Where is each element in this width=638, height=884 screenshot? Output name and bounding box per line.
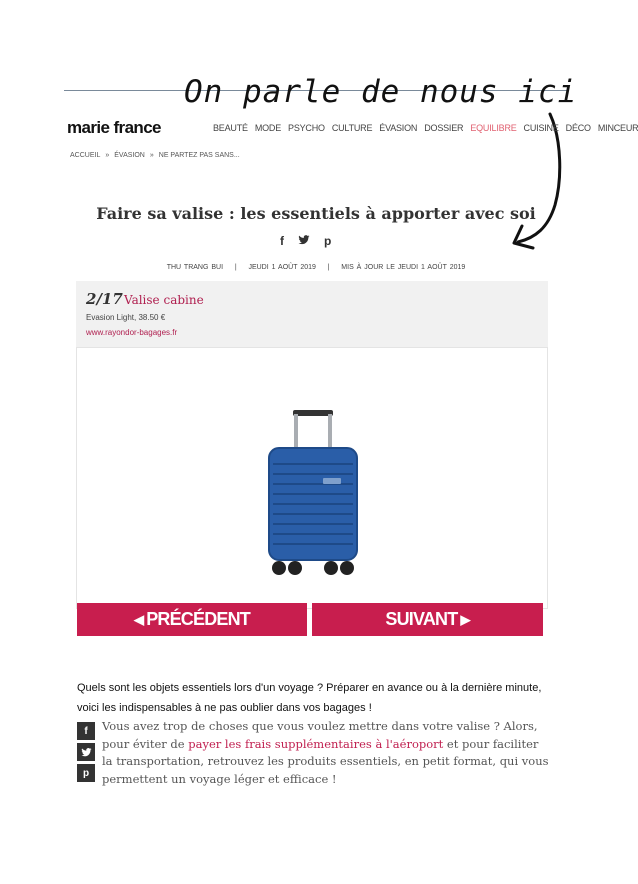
share-bar bbox=[280, 234, 331, 248]
next-slide-button[interactable] bbox=[312, 603, 543, 636]
article-body bbox=[102, 718, 552, 788]
site-logo[interactable]: marie france bbox=[67, 118, 161, 137]
nav-item-minceur[interactable]: MINCEUR bbox=[597, 123, 638, 133]
author-name[interactable]: THU TRANG BUI bbox=[166, 264, 224, 271]
chevron-right-icon: ▶ bbox=[460, 611, 470, 627]
twitter-share-icon[interactable] bbox=[77, 743, 95, 761]
article-title: Faire sa valise : les essentiels à apporter avec soi bbox=[96, 204, 536, 223]
nav-item-culture[interactable]: CULTURE bbox=[331, 123, 373, 133]
breadcrumb-separator: » bbox=[149, 152, 154, 159]
main-nav bbox=[213, 123, 638, 133]
body-text-part: Vous avez trop de choses que vous voulez mettre dans votre valise ? Alors, pour éviter de bbox=[102, 719, 538, 751]
twitter-icon[interactable] bbox=[298, 234, 310, 246]
slide-counter: 2/17 bbox=[86, 290, 123, 308]
pinterest-share-icon[interactable]: p bbox=[77, 764, 95, 782]
slide-product-link[interactable]: www.rayondor-bagages.fr bbox=[86, 328, 178, 337]
byline-separator: | bbox=[234, 264, 237, 271]
next-label: SUIVANT bbox=[385, 609, 458, 629]
slide-product-price: Evasion Light, 38.50 € bbox=[86, 313, 166, 322]
previous-label: PRÉCÉDENT bbox=[146, 609, 251, 629]
nav-item-evasion[interactable]: ÉVASION bbox=[379, 123, 418, 133]
slide-image-frame bbox=[76, 347, 548, 609]
chevron-left-icon: ◀ bbox=[133, 611, 144, 627]
byline-separator: | bbox=[327, 264, 330, 271]
nav-item-mode[interactable]: MODE bbox=[254, 123, 282, 133]
previous-slide-button[interactable] bbox=[77, 603, 307, 636]
nav-item-equilibre[interactable]: EQUILIBRE bbox=[470, 123, 517, 133]
pinterest-icon[interactable]: p bbox=[324, 234, 332, 248]
nav-item-deco[interactable]: DÉCO bbox=[565, 123, 591, 133]
article-byline bbox=[0, 264, 632, 271]
suitcase-image bbox=[265, 408, 361, 578]
nav-item-cuisine[interactable]: CUISINE bbox=[523, 123, 559, 133]
handwritten-annotation: On parle de nous ici bbox=[184, 74, 578, 110]
slide-caption bbox=[76, 281, 548, 347]
nav-item-beaute[interactable]: BEAUTÉ bbox=[213, 123, 248, 133]
breadcrumb bbox=[70, 152, 240, 159]
airport-fees-link[interactable]: payer les frais supplémentaires à l'aéroport bbox=[188, 736, 444, 751]
side-share-bar bbox=[77, 722, 95, 782]
slide-product-name: Valise cabine bbox=[124, 293, 204, 307]
body-text-part: et pour faciliter la transportation, retrouvez les produits essentiels, en petit format, qui vous permettent un voyage léger et efficace ! bbox=[102, 736, 549, 786]
breadcrumb-evasion[interactable]: ÉVASION bbox=[114, 152, 145, 159]
nav-item-dossier[interactable]: DOSSIER bbox=[424, 123, 464, 133]
breadcrumb-home[interactable]: ACCUEIL bbox=[70, 152, 101, 159]
publish-date: JEUDI 1 AOÛT 2019 bbox=[248, 264, 316, 271]
facebook-icon[interactable]: f bbox=[280, 234, 284, 248]
breadcrumb-separator: » bbox=[105, 152, 110, 159]
updated-date: MIS À JOUR LE JEUDI 1 AOÛT 2019 bbox=[341, 264, 466, 271]
facebook-share-icon[interactable]: f bbox=[77, 722, 95, 740]
nav-item-psycho[interactable]: PSYCHO bbox=[288, 123, 325, 133]
breadcrumb-current[interactable]: NE PARTEZ PAS SANS... bbox=[158, 152, 240, 159]
article-lead: Quels sont les objets essentiels lors d'un voyage ? Préparer en avance ou à la dernière minute, voici les indispensables à ne pas oublier dans vos bagages ! bbox=[77, 682, 542, 714]
